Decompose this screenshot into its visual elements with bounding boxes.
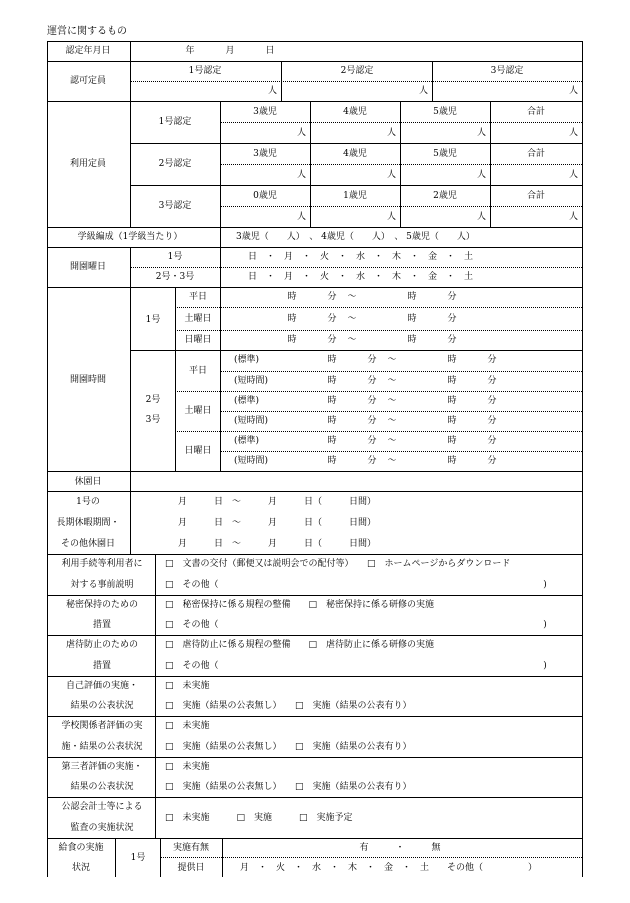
time-hour: 時 bbox=[407, 313, 417, 324]
time-tilde: ～ bbox=[347, 292, 357, 302]
label-jikan-1go: 1号 bbox=[145, 315, 161, 325]
label-nintei-date: 認定年月日 bbox=[65, 46, 111, 56]
header-riyou-2-1: 3歳児 bbox=[253, 149, 277, 159]
label-jikan-23go-day-2: 土曜日 bbox=[184, 406, 212, 416]
time-hour: 時 bbox=[327, 355, 337, 365]
time-hour: 時 bbox=[327, 416, 337, 426]
header-riyou-2-4: 合計 bbox=[526, 149, 546, 159]
header-riyou-3-4: 合計 bbox=[526, 191, 546, 201]
time-minute: 分 bbox=[447, 313, 457, 324]
label-jikan-kind: (標準) bbox=[234, 436, 260, 446]
grid-line bbox=[155, 716, 156, 757]
unit-riyou-2-1: 人 bbox=[296, 170, 306, 180]
grid-line bbox=[175, 391, 582, 392]
label-gyakutai-1: 虐待防止のための bbox=[65, 640, 139, 650]
label-jiko-hyoka-1: 自己評価の実施・ bbox=[65, 681, 139, 691]
grid-line bbox=[490, 101, 491, 143]
jizen-setsumei-close-paren: ) bbox=[543, 580, 547, 590]
grid-line bbox=[220, 206, 582, 207]
jizen-setsumei-options-2[interactable]: □ その他（ bbox=[165, 580, 219, 590]
date-day-unit: 日 bbox=[265, 46, 275, 56]
grid-line bbox=[220, 122, 582, 123]
grid-line bbox=[310, 143, 311, 185]
label-jikan-3go: 3号 bbox=[145, 415, 161, 425]
grid-line bbox=[310, 185, 311, 227]
unit-riyou-2-3: 人 bbox=[476, 170, 486, 180]
label-kaien-youbi: 開園曜日 bbox=[69, 262, 107, 272]
label-jikan-1go-day-2: 土曜日 bbox=[184, 313, 212, 324]
header-riyou-1-1: 3歳児 bbox=[253, 107, 277, 117]
grid-line bbox=[155, 595, 156, 635]
grid-line bbox=[130, 267, 582, 268]
grid-line bbox=[400, 101, 401, 143]
time-hour: 時 bbox=[447, 436, 457, 446]
time-minute: 分 bbox=[367, 416, 377, 426]
label-kaien-jikan: 開園時間 bbox=[69, 375, 107, 385]
grid-line bbox=[47, 471, 582, 472]
grid-line bbox=[47, 227, 582, 228]
grid-line bbox=[47, 676, 582, 677]
grid-line bbox=[220, 451, 582, 452]
label-jikan-kind: (短時間) bbox=[234, 376, 269, 386]
label-jikan-23go-day-3: 日曜日 bbox=[184, 446, 212, 456]
label-kansa-2: 監査の実施状況 bbox=[70, 823, 134, 833]
grid-line bbox=[155, 635, 156, 676]
time-hour: 時 bbox=[287, 313, 297, 324]
label-kyushoku-1go: 1号 bbox=[130, 853, 146, 863]
label-choki-kyuka-line-2: 長期休暇期間・ bbox=[56, 518, 120, 528]
label-jikan-1go-day-3: 日曜日 bbox=[184, 335, 212, 345]
unit-riyou-2-2: 人 bbox=[386, 170, 396, 180]
grid-line bbox=[160, 857, 582, 858]
unit-ninka-2go: 人 bbox=[418, 86, 428, 96]
label-riyou-group-2: 2号認定 bbox=[158, 159, 192, 169]
label-gakko-kankei-2: 施・結果の公表状況 bbox=[61, 742, 143, 752]
label-kyushoku-2: 状況 bbox=[71, 863, 91, 873]
grid-line bbox=[130, 101, 131, 227]
time-minute: 分 bbox=[487, 416, 497, 426]
himitsu-options-2[interactable]: □ その他（ bbox=[165, 620, 219, 630]
unit-riyou-1-1: 人 bbox=[296, 128, 306, 138]
gyakutai-close-paren: ) bbox=[543, 661, 547, 671]
header-riyou-1-3: 5歳児 bbox=[433, 107, 457, 117]
time-minute: 分 bbox=[327, 335, 337, 345]
time-minute: 分 bbox=[487, 456, 497, 466]
gyakutai-options-1[interactable]: □ 虐待防止に係る規程の整備 □ 虐待防止に係る研修の実施 bbox=[165, 640, 435, 650]
gakko-kankei-options-1[interactable]: □ 未実施 bbox=[165, 721, 210, 731]
label-youbi-23go: 2号・3号 bbox=[155, 272, 195, 282]
grid-line bbox=[130, 81, 582, 82]
header-riyou-1-4: 合計 bbox=[526, 107, 546, 117]
label-daisansha-2: 結果の公表状況 bbox=[70, 782, 134, 792]
form-left-border bbox=[47, 41, 48, 877]
unit-ninka-1go: 人 bbox=[267, 86, 277, 96]
unit-riyou-1-4: 人 bbox=[568, 128, 578, 138]
label-jikan-2go: 2号 bbox=[145, 395, 161, 405]
grid-line bbox=[130, 350, 582, 351]
label-youbi-1go: 1号 bbox=[167, 252, 183, 262]
time-tilde: ～ bbox=[387, 396, 397, 406]
grid-line bbox=[47, 554, 582, 555]
label-riyou-group-3: 3号認定 bbox=[158, 201, 192, 211]
jiko-hyoka-options-2[interactable]: □ 実施（結果の公表無し） □ 実施（結果の公表有り） bbox=[165, 701, 412, 711]
grid-line bbox=[220, 411, 582, 412]
date-month-unit: 月 bbox=[225, 46, 235, 56]
time-minute: 分 bbox=[367, 436, 377, 446]
grid-line bbox=[220, 371, 582, 372]
time-hour: 時 bbox=[327, 396, 337, 406]
time-hour: 時 bbox=[447, 376, 457, 386]
label-jikan-kind: (短時間) bbox=[234, 456, 269, 466]
choki-kyuka-period-1: 月 日 ～ 月 日（ 日間） bbox=[178, 497, 377, 507]
time-tilde: ～ bbox=[347, 335, 357, 345]
gakkyu-content: 3歳児（ 人） 、 4歳児（ 人） 、 5歳児（ 人） bbox=[236, 232, 475, 242]
himitsu-options-1[interactable]: □ 秘密保持に係る規程の整備 □ 秘密保持に係る研修の実施 bbox=[165, 600, 435, 610]
grid-line bbox=[47, 838, 582, 839]
grid-line bbox=[175, 431, 582, 432]
label-kyushoku-1: 給食の実施 bbox=[58, 843, 104, 853]
time-tilde: ～ bbox=[347, 313, 357, 324]
grid-line bbox=[130, 143, 582, 144]
gakko-kankei-options-2[interactable]: □ 実施（結果の公表無し） □ 実施（結果の公表有り） bbox=[165, 742, 412, 752]
section-title: 運営に関するもの bbox=[47, 26, 127, 37]
time-minute: 分 bbox=[487, 396, 497, 406]
grid-line bbox=[490, 185, 491, 227]
time-hour: 時 bbox=[287, 335, 297, 345]
gyakutai-options-2[interactable]: □ その他（ bbox=[165, 661, 219, 671]
grid-line bbox=[490, 143, 491, 185]
grid-line bbox=[220, 287, 221, 471]
time-hour: 時 bbox=[327, 436, 337, 446]
label-kansa-1: 公認会計士等による bbox=[61, 802, 143, 812]
grid-line bbox=[130, 491, 131, 554]
time-minute: 分 bbox=[367, 355, 377, 365]
header-ninka-1go: 1号認定 bbox=[188, 66, 222, 76]
label-gyakutai-2: 措置 bbox=[92, 661, 112, 671]
label-jizen-setsumei-2: 対する事前説明 bbox=[70, 580, 134, 590]
grid-line bbox=[175, 307, 582, 308]
label-choki-kyuka-line-3: その他休園日 bbox=[60, 539, 116, 549]
label-daisansha-1: 第三者評価の実施・ bbox=[61, 762, 143, 772]
label-riyou-group-1: 1号認定 bbox=[158, 117, 192, 127]
time-minute: 分 bbox=[327, 313, 337, 324]
label-choki-kyuka-line-1: 1号の bbox=[76, 497, 100, 507]
header-riyou-3-1: 0歳児 bbox=[253, 191, 277, 201]
time-tilde: ～ bbox=[387, 436, 397, 446]
header-riyou-3-2: 1歳児 bbox=[343, 191, 367, 201]
time-minute: 分 bbox=[367, 376, 377, 386]
label-riyou-teiin: 利用定員 bbox=[69, 159, 107, 169]
header-riyou-2-3: 5歳児 bbox=[433, 149, 457, 159]
label-jikan-23go-day-1: 平日 bbox=[188, 365, 208, 376]
grid-line bbox=[47, 61, 582, 62]
header-ninka-3go: 3号認定 bbox=[490, 66, 524, 76]
header-riyou-3-3: 2歳児 bbox=[433, 191, 457, 201]
time-tilde: ～ bbox=[387, 355, 397, 365]
time-minute: 分 bbox=[367, 456, 377, 466]
grid-line bbox=[47, 797, 582, 798]
himitsu-close-paren: ) bbox=[543, 620, 547, 630]
grid-line bbox=[220, 164, 582, 165]
grid-line bbox=[130, 287, 131, 471]
time-minute: 分 bbox=[447, 292, 457, 302]
jiko-hyoka-options-1[interactable]: □ 未実施 bbox=[165, 681, 210, 691]
time-hour: 時 bbox=[447, 396, 457, 406]
header-riyou-2-2: 4歳児 bbox=[343, 149, 367, 159]
unit-riyou-3-3: 人 bbox=[476, 212, 486, 222]
daisansha-options-2[interactable]: □ 実施（結果の公表無し） □ 実施（結果の公表有り） bbox=[165, 782, 412, 792]
label-jiko-hyoka-2: 結果の公表状況 bbox=[70, 701, 134, 711]
unit-riyou-3-2: 人 bbox=[386, 212, 396, 222]
kyushoku-jisshi-value[interactable]: 有 ・ 無 bbox=[359, 843, 441, 853]
grid-line bbox=[47, 287, 582, 288]
time-hour: 時 bbox=[407, 335, 417, 345]
grid-line bbox=[175, 287, 176, 471]
label-kyushoku-jisshi: 実施有無 bbox=[172, 843, 210, 853]
label-kyuuenbi: 休園日 bbox=[74, 477, 102, 487]
time-tilde: ～ bbox=[387, 376, 397, 386]
grid-line bbox=[155, 676, 156, 716]
grid-line bbox=[47, 757, 582, 758]
form-top-border bbox=[47, 41, 582, 42]
label-jizen-setsumei-1: 利用手続等利用者に bbox=[61, 559, 143, 569]
daisansha-options-1[interactable]: □ 未実施 bbox=[165, 762, 210, 772]
time-tilde: ～ bbox=[387, 456, 397, 466]
choki-kyuka-period-2: 月 日 ～ 月 日（ 日間） bbox=[178, 518, 377, 528]
grid-line bbox=[130, 185, 582, 186]
time-tilde: ～ bbox=[387, 416, 397, 426]
date-year-unit: 年 bbox=[185, 46, 195, 56]
label-jikan-kind: (標準) bbox=[234, 355, 260, 365]
label-ninka-teiin: 認可定員 bbox=[69, 76, 107, 86]
kyushoku-teikyo-value[interactable]: 月 ・ 火 ・ 水 ・ 木 ・ 金 ・ 土 その他（ ） bbox=[240, 863, 538, 873]
unit-ninka-3go: 人 bbox=[568, 86, 578, 96]
unit-riyou-2-4: 人 bbox=[568, 170, 578, 180]
time-hour: 時 bbox=[407, 292, 417, 302]
grid-line bbox=[400, 185, 401, 227]
unit-riyou-1-2: 人 bbox=[386, 128, 396, 138]
time-minute: 分 bbox=[447, 335, 457, 345]
youbi-23go-days: 日 ・ 月 ・ 火 ・ 水 ・ 木 ・ 金 ・ 土 bbox=[248, 272, 474, 282]
grid-line bbox=[47, 595, 582, 596]
time-minute: 分 bbox=[327, 292, 337, 302]
time-hour: 時 bbox=[287, 292, 297, 302]
grid-line bbox=[47, 247, 582, 248]
grid-line bbox=[130, 471, 131, 491]
header-ninka-2go: 2号認定 bbox=[340, 66, 374, 76]
label-jikan-1go-day-1: 平日 bbox=[188, 292, 208, 302]
time-minute: 分 bbox=[367, 396, 377, 406]
grid-line bbox=[115, 838, 116, 877]
grid-line bbox=[400, 143, 401, 185]
label-gakko-kankei-1: 学校関係者評価の実 bbox=[61, 721, 143, 731]
kansa-options-1[interactable]: □ 未実施 □ 実施 □ 実施予定 bbox=[165, 812, 353, 823]
grid-line bbox=[130, 41, 131, 61]
grid-line bbox=[155, 757, 156, 797]
choki-kyuka-period-3: 月 日 ～ 月 日（ 日間） bbox=[178, 539, 377, 549]
label-kyushoku-teikyo: 提供日 bbox=[177, 863, 205, 873]
unit-riyou-3-1: 人 bbox=[296, 212, 306, 222]
grid-line bbox=[47, 716, 582, 717]
grid-line bbox=[47, 635, 582, 636]
time-hour: 時 bbox=[327, 456, 337, 466]
time-hour: 時 bbox=[447, 416, 457, 426]
youbi-1go-days: 日 ・ 月 ・ 火 ・ 水 ・ 木 ・ 金 ・ 土 bbox=[248, 252, 474, 262]
label-himitsu-1: 秘密保持のための bbox=[65, 600, 139, 610]
grid-line bbox=[310, 101, 311, 143]
time-minute: 分 bbox=[487, 376, 497, 386]
time-minute: 分 bbox=[487, 436, 497, 446]
time-hour: 時 bbox=[447, 456, 457, 466]
grid-line bbox=[155, 797, 156, 838]
label-gakkyu: 学級編成（1学級当たり） bbox=[77, 232, 183, 242]
label-jikan-kind: (短時間) bbox=[234, 416, 269, 426]
unit-riyou-3-4: 人 bbox=[568, 212, 578, 222]
grid-line bbox=[47, 491, 582, 492]
time-hour: 時 bbox=[447, 355, 457, 365]
form-right-border bbox=[582, 41, 583, 877]
time-minute: 分 bbox=[487, 355, 497, 365]
header-riyou-1-2: 4歳児 bbox=[343, 107, 367, 117]
time-hour: 時 bbox=[327, 376, 337, 386]
grid-line bbox=[175, 330, 582, 331]
jizen-setsumei-options-1[interactable]: □ 文書の交付（郵便又は説明会での配付等） □ ホームページからダウンロード bbox=[165, 559, 511, 569]
unit-riyou-1-3: 人 bbox=[476, 128, 486, 138]
grid-line bbox=[47, 101, 582, 102]
grid-line bbox=[155, 554, 156, 595]
grid-line bbox=[220, 227, 221, 247]
label-himitsu-2: 措置 bbox=[92, 620, 112, 630]
label-jikan-kind: (標準) bbox=[234, 396, 260, 406]
